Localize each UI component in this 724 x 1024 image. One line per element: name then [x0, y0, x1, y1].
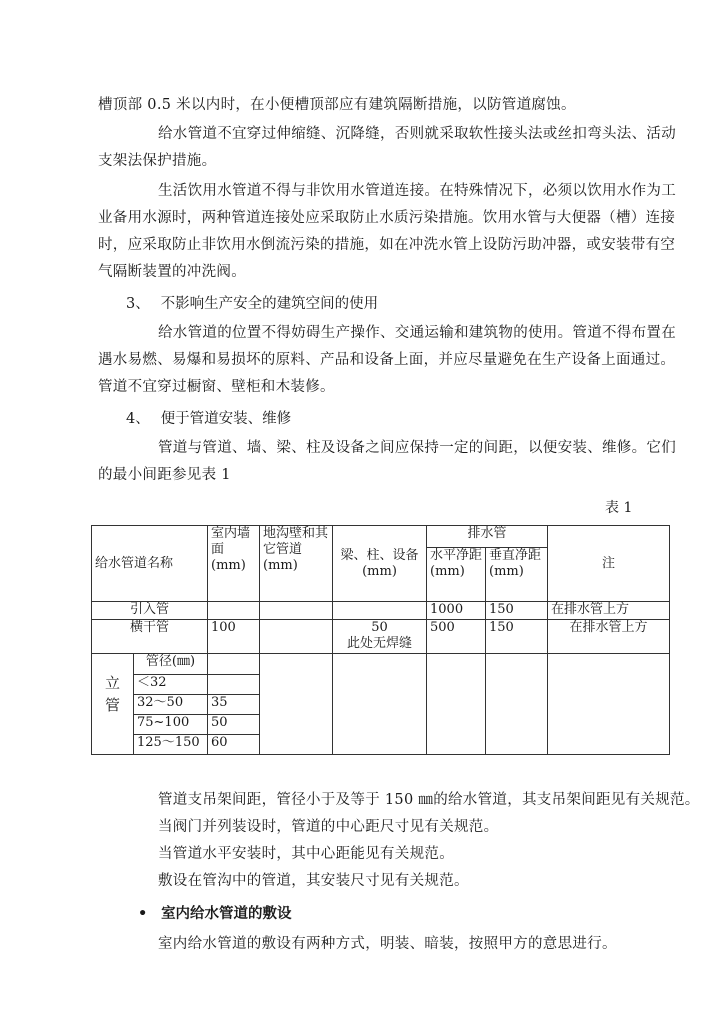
riser-label-1: 立 — [104, 674, 120, 692]
cell-riser-label — [92, 654, 134, 755]
heading-text: 便于管道安装、维修 — [160, 411, 292, 427]
cell-note: 在排水管上方 — [548, 620, 670, 654]
paragraph-urinal — [98, 92, 663, 119]
text-line: 的最小间距参见表 1 — [98, 467, 231, 483]
cell-drain-vertical — [486, 654, 548, 755]
paragraph-supports — [98, 787, 700, 895]
text-line: 槽顶部 0.5 米以内时，在小便槽顶部应有建筑隔断措施，以防管道腐蚀。 — [98, 97, 576, 113]
cell-wall: 100 — [208, 620, 260, 654]
cell-wall — [208, 602, 260, 620]
paragraph-drinking-water — [98, 178, 676, 286]
text-line: 管道不宜穿过橱窗、壁柜和木装修。 — [98, 379, 335, 395]
text-line: 管道与管道、墙、梁、柱及设备之间应保持一定的间距，以便安装、维修。它们 — [158, 440, 676, 456]
cell-name: 横干管 — [92, 620, 208, 654]
text-line: 当管道水平安装时，其中心距能见有关规范。 — [158, 846, 454, 862]
paragraph-production — [98, 320, 676, 401]
header-trench: 地沟壁和其它管道(mm) — [260, 526, 333, 602]
text-line: 业备用水源时，两种管道连接处应采取防止水质污染措施。饮用水管与大便器（槽）连接 — [98, 210, 676, 226]
header-drain-vertical: 垂直净距(mm) — [486, 548, 548, 602]
cell-beam — [333, 620, 427, 654]
cell-drain-vertical: 150 — [486, 620, 548, 654]
text-line: 室内给水管道的敷设有两种方式，明装、暗装，按照甲方的意思进行。 — [158, 936, 617, 952]
text-line: 生活饮用水管道不得与非饮用水管道连接。在特殊情况下，必须以饮用水作为工 — [158, 183, 676, 199]
cell-drain-vertical: 150 — [486, 602, 548, 620]
cell-riser-value: 60 — [208, 735, 260, 755]
table-row — [92, 620, 670, 654]
cell-drain-horizontal — [427, 654, 486, 755]
paragraph-laying — [98, 931, 663, 958]
bullet-heading — [138, 902, 292, 923]
table-row — [92, 602, 670, 620]
section-heading-3 — [126, 291, 378, 318]
cell-riser-size: ＜32 — [134, 675, 208, 695]
cell-beam-value: 50 — [371, 620, 388, 635]
cell-riser-value: 50 — [208, 715, 260, 735]
cell-name: 引入管 — [92, 602, 208, 620]
header-wall: 室内墙面(mm) — [208, 526, 260, 602]
heading-text: 不影响生产安全的建筑空间的使用 — [160, 296, 379, 312]
table-caption: 表 1 — [605, 500, 633, 516]
cell-note — [548, 654, 670, 755]
text-line: 时，应采取防止非饮用水倒流污染的措施，如在冲洗水管上设防污助冲器，或安装带有空 — [98, 237, 676, 253]
text-line: 气隔断装置的冲洗阀。 — [98, 264, 246, 280]
section-heading-4 — [126, 406, 291, 433]
cell-trench — [260, 602, 333, 620]
header-drain: 排水管 — [427, 526, 548, 548]
text-line: 遇水易燃、易爆和易损坏的原料、产品和设备上面，并应尽量避免在生产设备上面通过。 — [98, 352, 676, 368]
cell-trench — [260, 654, 333, 755]
cell-beam — [333, 602, 427, 620]
riser-label-2: 管 — [104, 696, 120, 714]
header-pipe-name: 给水管道名称 — [92, 526, 208, 602]
table-row — [92, 654, 670, 675]
text-line: 管道支吊架间距，管径小于及等于 150 ㎜的给水管道，其支吊架间距见有关规范。 — [158, 792, 700, 808]
cell-riser-size: 125～150 — [134, 735, 208, 755]
spacing-table — [91, 525, 670, 755]
text-line: 支架法保护措施。 — [98, 153, 217, 169]
cell-riser-value: 35 — [208, 695, 260, 715]
cell-trench — [260, 620, 333, 654]
text-line: 当阀门并列装设时，管道的中心距尺寸见有关规范。 — [158, 819, 499, 835]
cell-note: 在排水管上方 — [548, 602, 670, 620]
header-beam: 梁、柱、设备(mm) — [333, 526, 427, 602]
paragraph-expansion-joint — [98, 121, 676, 175]
heading-number: 3、 — [126, 296, 150, 312]
text-line: 敷设在管沟中的管道，其安装尺寸见有关规范。 — [158, 873, 469, 889]
cell-beam-remark: 此处无焊缝 — [347, 636, 413, 651]
cell-beam — [333, 654, 427, 755]
cell-riser-size-header: 管径(㎜) — [134, 654, 208, 675]
text-line: 给水管道的位置不得妨碍生产操作、交通运输和建筑物的使用。管道不得布置在 — [158, 325, 676, 341]
bullet-icon: • — [138, 906, 148, 922]
heading-text: 室内给水管道的敷设 — [161, 906, 292, 922]
cell-riser-value — [208, 654, 260, 675]
cell-drain-horizontal: 1000 — [427, 602, 486, 620]
cell-riser-size: 32～50 — [134, 695, 208, 715]
paragraph-spacing — [98, 435, 676, 489]
cell-drain-horizontal: 500 — [427, 620, 486, 654]
cell-riser-size: 75~100 — [134, 715, 208, 735]
header-drain-horizontal: 水平净距(mm) — [427, 548, 486, 602]
header-note: 注 — [548, 526, 670, 602]
heading-number: 4、 — [126, 411, 150, 427]
text-line: 给水管道不宜穿过伸缩缝、沉降缝，否则就采取软性接头法或丝扣弯头法、活动 — [158, 126, 676, 142]
cell-riser-value — [208, 675, 260, 695]
